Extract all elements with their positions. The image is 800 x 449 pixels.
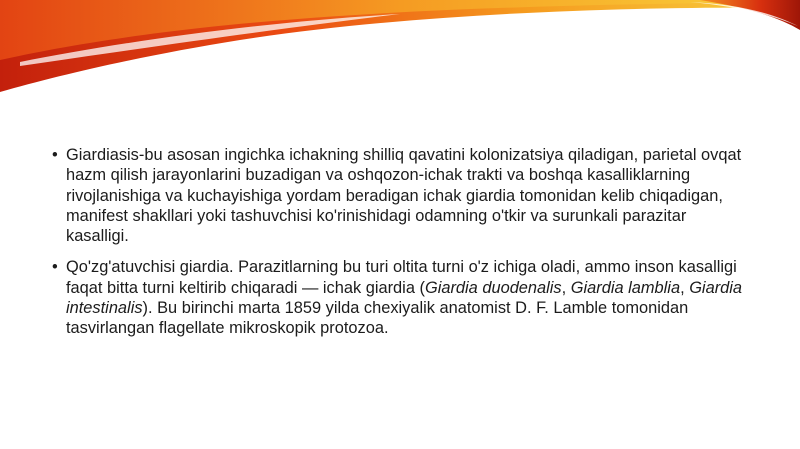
text-segment: ). Bu birinchi marta 1859 yilda chexiyalik anatomist D. F. Lamble tomonidan tasvirlangan flagellate mikroskopik protozoa. bbox=[66, 299, 689, 338]
bullet-icon: • bbox=[52, 146, 58, 164]
decorative-header-swoosh bbox=[0, 0, 800, 100]
separator: , bbox=[561, 278, 571, 297]
bullet-item-2 bbox=[52, 257, 752, 338]
bullet-text: Giardiasis-bu asosan ingichka ichakning shilliq qavatini kolonizatsiya qiladigan, parietal ovqat hazm qilish jarayonlarini buzadigan va oshqozon-ichak trakti va boshqa kasalliklarning rivojlanishiga va kuchayishiga yordam beradigan ichak giardia tomonidan kelib chiqadigan, manifest shakllari yoki tashuvchisi ko'rinishidagi odamning o'tkir va surunkali parazitar kasalligi. bbox=[66, 146, 742, 246]
species-name: Giardia lamblia bbox=[570, 278, 681, 297]
species-name: Giardia duodenalis bbox=[424, 278, 562, 297]
species-name: Giardia intestinalis bbox=[66, 278, 743, 318]
slide-body bbox=[52, 145, 752, 350]
bullet-text bbox=[66, 257, 752, 338]
bullet-icon: • bbox=[52, 258, 58, 277]
bullet-item-1 bbox=[52, 145, 752, 246]
separator: , bbox=[680, 278, 690, 297]
text-segment: Qo'zg'atuvchisi giardia. Parazitlarning bu turi oltita turni o'z ichiga oladi, ammo inson kasalligi faqat bitta turni keltirib chiqaradi — ichak giardia ( bbox=[66, 258, 737, 297]
